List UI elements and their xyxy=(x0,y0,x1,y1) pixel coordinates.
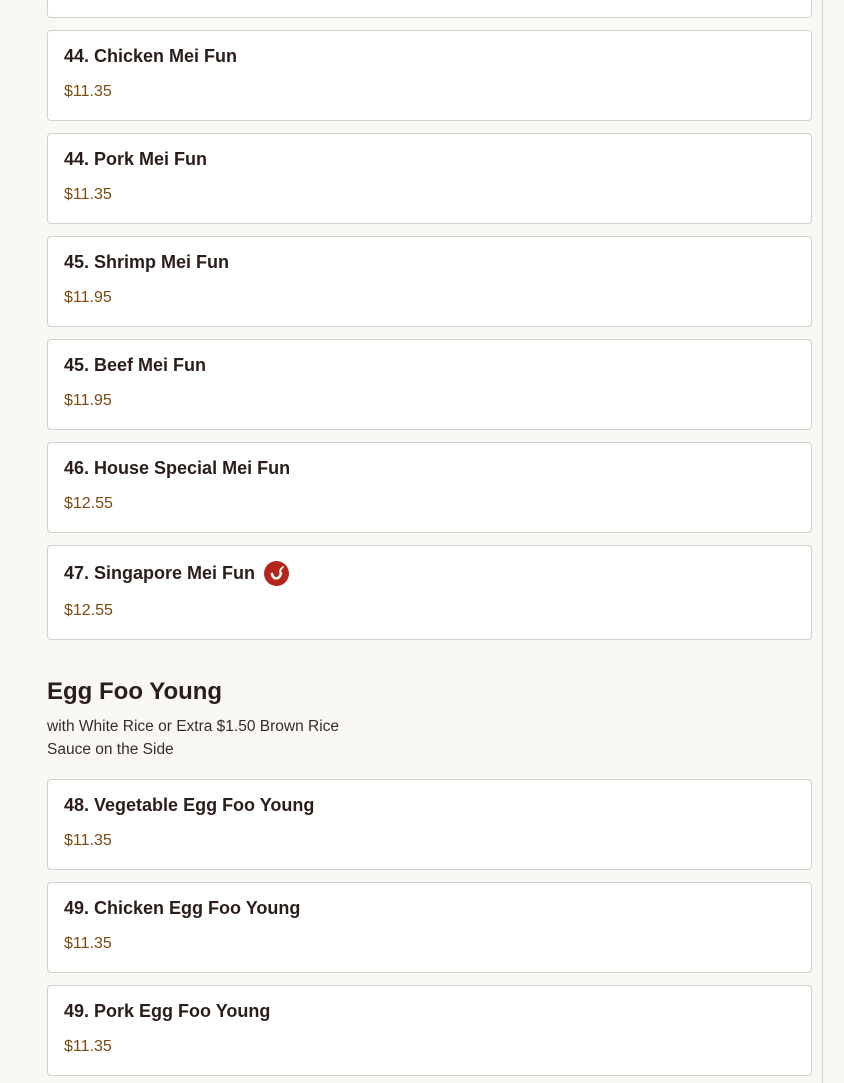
section-title: Egg Foo Young xyxy=(47,678,223,705)
section-description: Sauce on the Side xyxy=(47,741,174,758)
menu-item-price: $11.35 xyxy=(64,1038,112,1055)
spicy-pepper-icon xyxy=(264,561,289,586)
menu-item-card[interactable] xyxy=(47,779,812,870)
menu-item-price: $11.35 xyxy=(64,186,112,203)
menu-item-price: $11.35 xyxy=(64,935,112,952)
menu-item-card[interactable] xyxy=(47,133,812,224)
menu-item-card[interactable] xyxy=(47,339,812,430)
menu-item-name: 46. House Special Mei Fun xyxy=(64,458,291,478)
menu-item-name: 45. Shrimp Mei Fun xyxy=(64,252,230,272)
menu-item-price: $12.55 xyxy=(64,602,113,619)
menu-item-card[interactable] xyxy=(47,236,812,327)
menu-item-card[interactable] xyxy=(47,882,812,973)
menu-item-card[interactable] xyxy=(47,442,812,533)
menu-item-price: $11.35 xyxy=(64,83,112,100)
menu-item-name: 47. Singapore Mei Fun xyxy=(64,563,256,583)
menu-item-price: $11.35 xyxy=(64,832,112,849)
menu-item-card[interactable] xyxy=(47,30,812,121)
menu-item-name: 45. Beef Mei Fun xyxy=(64,355,207,375)
menu-item-name: 44. Pork Mei Fun xyxy=(64,149,208,169)
menu-item-name-row xyxy=(64,561,289,586)
menu-item-name: 44. Chicken Mei Fun xyxy=(64,46,238,66)
menu-item-price: $11.95 xyxy=(64,289,112,306)
menu-item-name: 48. Vegetable Egg Foo Young xyxy=(64,795,315,815)
menu-item-price: $11.95 xyxy=(64,392,112,409)
menu-item-name: 49. Chicken Egg Foo Young xyxy=(64,898,301,918)
menu-item-card[interactable] xyxy=(47,545,812,640)
section-description: with White Rice or Extra $1.50 Brown Rice xyxy=(47,718,340,735)
menu-item-card[interactable] xyxy=(47,985,812,1076)
menu-item-name: 49. Pork Egg Foo Young xyxy=(64,1001,271,1021)
menu-item-card[interactable] xyxy=(47,0,812,18)
page-edge-divider xyxy=(822,0,823,1083)
menu-item-price: $12.55 xyxy=(64,495,113,512)
